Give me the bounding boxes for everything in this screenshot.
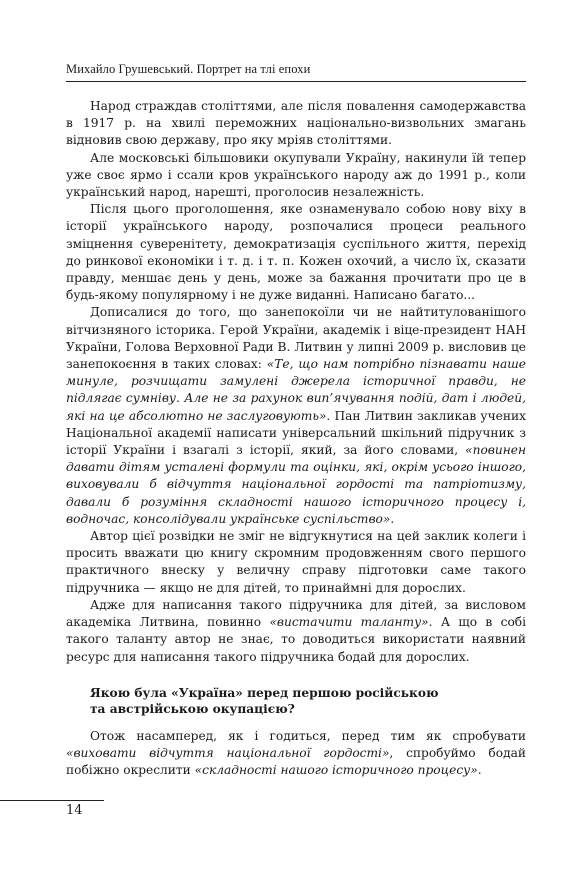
section-heading-line: та австрійською окупацією? (90, 701, 295, 716)
paragraph (66, 150, 526, 202)
main-text (66, 98, 526, 666)
paragraph (66, 304, 526, 528)
paragraph (66, 528, 526, 597)
paragraph (66, 98, 526, 150)
quote-text: «Те, що нам потрібно пізнавати наше минуле, розчищати замулені джерела історичної правди, не підлягає сумніву. Але не за рахунок вип’ячування подій, дат і людей, які на це абсолютно не заслуговують» (66, 357, 526, 423)
paragraph (66, 597, 526, 666)
text-run: Отож насамперед, як і годиться, перед тим як спробувати (90, 729, 526, 743)
section-heading-line: Якою була «Україна» перед першою російською (90, 686, 439, 700)
quote-text: «виховати відчуття національної гордості» (66, 746, 390, 761)
text-run: Дописалися до того, що занепокоїли чи не найтитулованішого вітчизняного історика. Герой України, академік і віце-президент НАН України, Голова Верховної Ради В. Литвин у липні 2009 р. висловив це занепокоєння в таких словах: (66, 305, 526, 372)
text-run: Автор цієї розвідки не зміг не відгукнутися на цей заклик колеги і просить вважати цю книгу скромним продовженням свого першого практичного внеску у величну справу підготовки саме такого підручника — якщо не для дітей, то принаймні для дорослих. (66, 529, 526, 595)
text-run: Народ страждав століттями, але після повалення самодержавства в 1917 р. на хвилі переможних національно-визвольних змагань відновив свою державу, про яку мріяв століттями. (66, 99, 526, 148)
text-run: Після цього проголошення, яке ознаменувало собою нову віху в історії українського народу, розпочалися процеси реального зміцнення суверенітету, демократизація суспільного життя, перехід до ринкової економіки і т. д. і т. п. Кожен охочий, а число їх, сказати правду, меншає день у день, може за бажання прочитати про це в будь-якому популярному і не дуже виданні. Написано багато... (66, 202, 526, 303)
text-run: , спробуймо бодай побіжно окреслити (66, 746, 526, 778)
quote-text: «повинен давати дітям усталені формули та оцінки, які, окрім усього іншого, виховували б відчуття національної гордості та патріотизму, давали б розуміння складності нашого історичного процесу і, водночас, консолідували українське суспільство» (66, 443, 526, 526)
text-run: Адже для написання такого підручника для дітей, за висловом академіка Литвина, повинно (66, 597, 526, 630)
paragraph (66, 728, 526, 780)
text-run: . Пан Литвин закликав учених Національної академії написати універсальний шкільний підручник з історії України і взагалі з історії, який, за його словами, (66, 408, 526, 458)
running-title: Михайло Грушевський. Портрет на тлі епохи (66, 62, 311, 76)
text-run: . (477, 763, 482, 778)
running-header (66, 61, 526, 77)
text-run: Але московські більшовики окупували Україну, накинули їй тепер уже своє ярмо і ссали кров українського народу аж до 1991 р., коли український народ, нарешті, проголосив незалежність. (66, 150, 526, 200)
text-run: . А що в собі такого таланту автор не знає, то доводиться використати наявний ресурс для написання такого підручника бодай для дорослих. (66, 615, 527, 664)
footer-rule (0, 800, 104, 801)
page-number: 14 (66, 803, 83, 818)
quote-text: «складності нашого історичного процесу» (194, 763, 478, 778)
section-text (66, 728, 526, 780)
text-run: . (390, 511, 395, 526)
header-rule (66, 81, 526, 82)
paragraph (66, 201, 526, 304)
quote-text: «вистачити таланту» (269, 615, 429, 630)
section-heading (90, 686, 470, 717)
